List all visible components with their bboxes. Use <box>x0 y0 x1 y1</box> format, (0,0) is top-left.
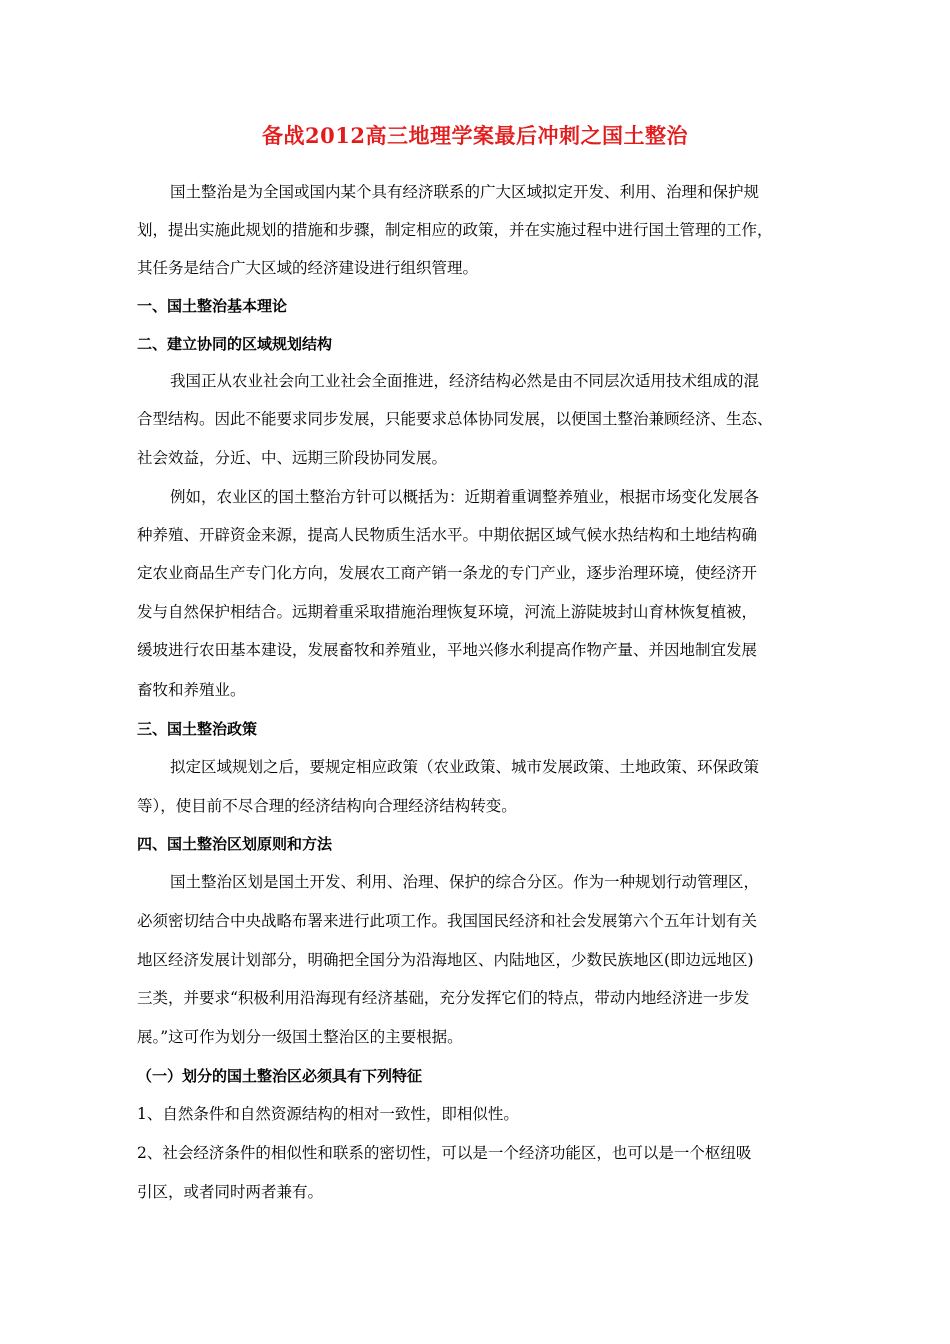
section4-para-line-1: 国土整治区划是国土开发、利用、治理、保护的综合分区。作为一种规划行动管理区， <box>170 873 760 891</box>
section2-para2-line-6: 畜牧和养殖业。 <box>137 681 246 699</box>
subsection-heading: （一）划分的国土整治区必须具有下列特征 <box>137 1067 423 1085</box>
list-item-2-line-1: 2、社会经济条件的相似性和联系的密切性，可以是一个经济功能区，也可以是一个枢纽吸 <box>137 1144 752 1162</box>
section-heading-4: 四、国土整治区划原则和方法 <box>137 835 333 853</box>
section2-para2-line-2: 种养殖、开辟资金来源，提高人民物质生活水平。中期依据区域气候水热结构和土地结构确 <box>137 526 758 544</box>
section4-para-line-5: 展。”这可作为划分一级国土整治区的主要根据。 <box>137 1028 463 1046</box>
intro-line-1: 国土整治是为全国或国内某个具有经济联系的广大区域拟定开发、利用、治理和保护规 <box>170 183 760 201</box>
section-heading-2: 二、建立协同的区域规划结构 <box>137 335 333 353</box>
section4-para-line-3: 地区经济发展计划部分，明确把全国分为沿海地区、内陆地区，少数民族地区(即边远地区) <box>137 951 754 969</box>
list-item-2-line-2: 引区，或者同时两者兼有。 <box>137 1183 324 1201</box>
section4-para-line-2: 必须密切结合中央战略布署来进行此项工作。我国国民经济和社会发展第六个五年计划有关 <box>137 912 758 930</box>
section-heading-3: 三、国土整治政策 <box>137 720 258 738</box>
section2-para2-line-3: 定农业商品生产专门化方向，发展农工商产销一条龙的专门产业，逐步治理环境，使经济开 <box>137 564 758 582</box>
section4-para-line-4: 三类，并要求“积极利用沿海现有经济基础，充分发挥它们的特点，带动内地经济进一步发 <box>137 989 750 1007</box>
intro-line-3: 其任务是结合广大区域的经济建设进行组织管理。 <box>137 259 479 277</box>
section2-para2-line-4: 发与自然保护相结合。远期着重采取措施治理恢复环境，河流上游陡坡封山育林恢复植被， <box>137 603 758 621</box>
list-item-1: 1、自然条件和自然资源结构的相对一致性，即相似性。 <box>137 1105 519 1123</box>
intro-line-2: 划，提出实施此规划的措施和步骤，制定相应的政策，并在实施过程中进行国土管理的工作， <box>137 221 773 239</box>
section2-para2-line-1: 例如，农业区的国土整治方针可以概括为：近期着重调整养殖业，根据市场变化发展各 <box>170 488 760 506</box>
section-heading-1: 一、国土整治基本理论 <box>137 297 288 315</box>
section2-para1-line-1: 我国正从农业社会向工业社会全面推进，经济结构必然是由不同层次适用技术组成的混 <box>170 372 760 390</box>
document-title: 备战2012高三地理学案最后冲刺之国土整治 <box>262 123 688 148</box>
section3-para-line-2: 等），使目前不尽合理的经济结构向合理经济结构转变。 <box>137 797 517 815</box>
section3-para-line-1: 拟定区域规划之后，要规定相应政策（农业政策、城市发展政策、土地政策、环保政策 <box>170 758 760 776</box>
section2-para2-line-5: 缓坡进行农田基本建设，发展畜牧和养殖业，平地兴修水利提高作物产量、并因地制宜发展 <box>137 641 758 659</box>
section2-para1-line-2: 合型结构。因此不能要求同步发展，只能要求总体协同发展，以便国土整治兼顾经济、生态、 <box>137 410 773 428</box>
section2-para1-line-3: 社会效益，分近、中、远期三阶段协同发展。 <box>137 449 448 467</box>
